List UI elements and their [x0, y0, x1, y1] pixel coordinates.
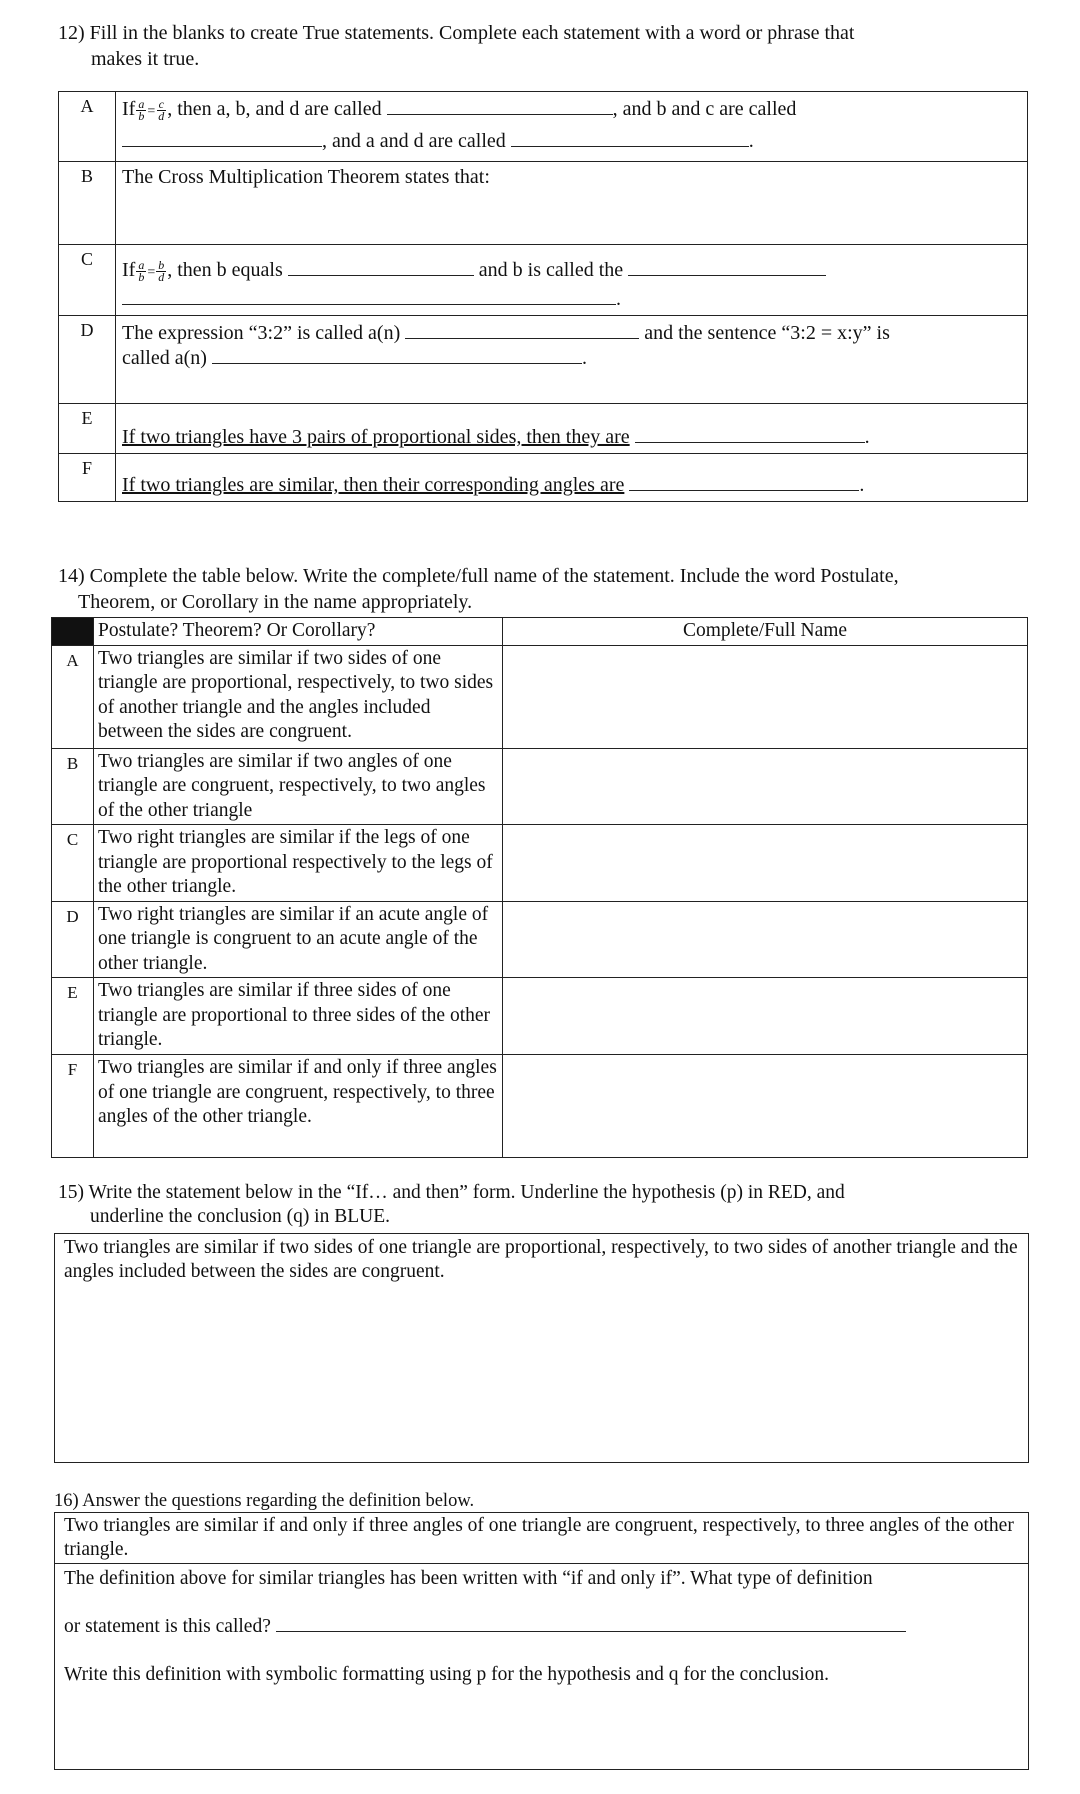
row-letter: D [59, 315, 116, 403]
q16-title: 16) Answer the questions regarding the definition below. [54, 1491, 475, 1511]
q16-question-box[interactable] [54, 1563, 1029, 1770]
blank-definition-type[interactable] [276, 1615, 906, 1632]
blank-f[interactable] [629, 472, 859, 491]
q12-row-d [59, 315, 1028, 403]
header-full-name: Complete/Full Name [503, 618, 1028, 646]
full-name-cell[interactable] [503, 901, 1028, 978]
statement-text: Two triangles are similar if two angles of one triangle are congruent, respectively, to two angles of the other triangle [94, 748, 503, 825]
row-letter: A [52, 645, 94, 748]
row-letter: E [59, 403, 116, 453]
q16-question2: Write this definition with symbolic formatting using p for the hypothesis and q for the conclusion. [64, 1664, 830, 1685]
full-name-cell[interactable] [503, 1055, 1028, 1158]
q12-row-c-content: If $\frac{a}{b}$ = $\frac{b}{d}$ , then b equals and b is called the . [116, 245, 1028, 316]
q14-row [52, 825, 1028, 902]
statement-text: Two right triangles are similar if an acute angle of one triangle is congruent to an acute angle of the other triangle. [94, 901, 503, 978]
q15-title: 15) Write the statement below in the “If… and then” form. Underline the hypothesis (p) in RED, and underline the conclusion (q) in BLUE. [58, 1182, 845, 1227]
q12-row-b-text: The Cross Multiplication Theorem states that: [116, 162, 1028, 245]
q12-row-c [59, 245, 1028, 316]
fraction-a-over-b: $\frac{a}{b}$ [138, 96, 145, 123]
row-letter: B [59, 162, 116, 245]
fraction-b-over-d: $\frac{b}{d}$ [158, 257, 165, 284]
q12-row-b [59, 162, 1028, 245]
blank-c3[interactable] [122, 286, 616, 305]
q12-row-f-content: If two triangles are similar, then their corresponding angles are . [116, 453, 1028, 501]
row-letter: C [52, 825, 94, 902]
q12-row-a [59, 92, 1028, 162]
blank-a2[interactable] [122, 128, 322, 147]
q14-row [52, 1055, 1028, 1158]
statement-text: Two triangles are similar if two sides of one triangle are proportional, respectively, to two sides of another triangle and the angles included between the sides are congruent. [94, 645, 503, 748]
q14-header-row [52, 618, 1028, 646]
q14-title: 14) Complete the table below. Write the complete/full name of the statement. Include the word Postulate, Theorem, or Corollary in the name appropriately. [58, 565, 899, 613]
header-statement: Postulate? Theorem? Or Corollary? [94, 618, 503, 646]
full-name-cell[interactable] [503, 825, 1028, 902]
blank-a1[interactable] [387, 96, 613, 115]
q14-row [52, 901, 1028, 978]
row-letter: F [52, 1055, 94, 1158]
q12-row-e [59, 403, 1028, 453]
statement-text: Two triangles are similar if three sides of one triangle are proportional to three sides of the other triangle. [94, 978, 503, 1055]
q16-definition-box [54, 1512, 1029, 1564]
fraction-c-over-d: $\frac{c}{d}$ [158, 96, 165, 123]
q12-row-f [59, 453, 1028, 501]
blank-d2[interactable] [212, 345, 582, 364]
q12-row-e-content: If two triangles have 3 pairs of proportional sides, then they are . [116, 403, 1028, 453]
row-letter: F [59, 453, 116, 501]
q16-definition: Two triangles are similar if and only if three angles of one triangle are congruent, respectively, to three angles of the other triangle. [64, 1515, 1014, 1560]
q14-row [52, 748, 1028, 825]
statement-text: Two right triangles are similar if the legs of one triangle are proportional respectively to the legs of the other triangle. [94, 825, 503, 902]
q15-answer-box[interactable] [54, 1233, 1029, 1463]
q12-table [58, 91, 1028, 502]
q14-row [52, 645, 1028, 748]
row-letter: C [59, 245, 116, 316]
q16-question1: The definition above for similar triangles has been written with “if and only if”. What type of definition [64, 1568, 873, 1589]
blank-e[interactable] [635, 424, 865, 443]
q12-row-d-content: The expression “3:2” is called a(n) and the sentence “3:2 = x:y” is called a(n) . [116, 315, 1028, 403]
header-corner [52, 618, 94, 646]
statement-text: Two triangles are similar if and only if three angles of one triangle are congruent, respectively, to three angles of the other triangle. [94, 1055, 503, 1158]
blank-c1[interactable] [288, 257, 474, 276]
row-letter: D [52, 901, 94, 978]
row-letter: A [59, 92, 116, 162]
q14-table [51, 617, 1028, 1158]
blank-d1[interactable] [405, 320, 639, 339]
row-letter: E [52, 978, 94, 1055]
full-name-cell[interactable] [503, 978, 1028, 1055]
full-name-cell[interactable] [503, 748, 1028, 825]
q12-row-a-content: If $\frac{a}{b}$ = $\frac{c}{d}$ , then a, b, and d are called , and b and c are called , and a and d are called . [116, 92, 1028, 162]
q12-title: 12) Fill in the blanks to create True statements. Complete each statement with a word or phrase that makes it true. [58, 22, 855, 70]
q14-row [52, 978, 1028, 1055]
blank-a3[interactable] [511, 128, 749, 147]
q15-statement: Two triangles are similar if two sides of one triangle are proportional, respectively, to two sides of another triangle and the angles included between the sides are congruent. [64, 1237, 1018, 1282]
blank-c2[interactable] [628, 257, 826, 276]
fraction-a-over-b: $\frac{a}{b}$ [138, 257, 145, 284]
row-letter: B [52, 748, 94, 825]
full-name-cell[interactable] [503, 645, 1028, 748]
q16-question1b-line: or statement is this called? [64, 1615, 1019, 1639]
